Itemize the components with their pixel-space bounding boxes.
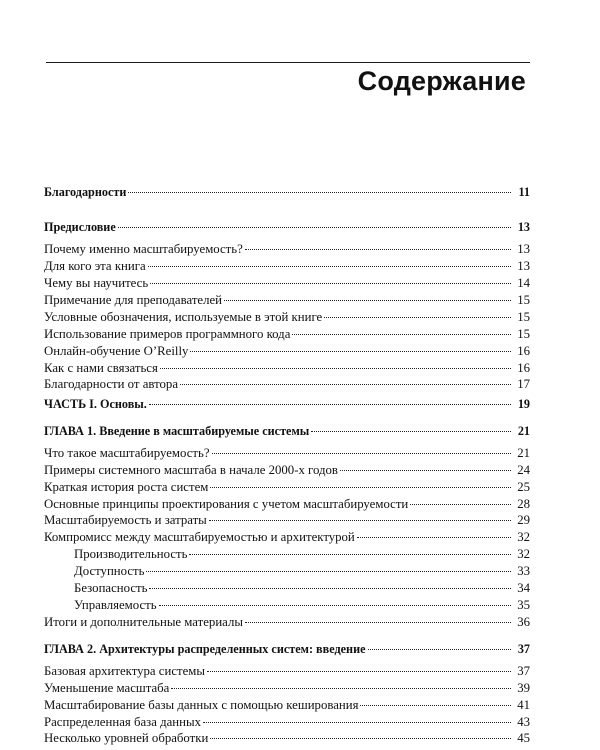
- toc-page-number: 15: [517, 293, 530, 307]
- toc-entry-title: Примеры системного масштаба в начале 2000-х годов: [44, 463, 338, 477]
- dot-leader: [245, 622, 511, 623]
- dot-leader: [128, 192, 511, 193]
- toc-entry-title: Онлайн-обучение O’Reilly: [44, 344, 189, 358]
- toc-entry-title: Что такое масштабируемость?: [44, 446, 210, 460]
- toc-page-number: 32: [517, 530, 530, 544]
- dot-leader: [210, 738, 511, 739]
- toc-entry-title: Доступность: [74, 564, 145, 578]
- dot-leader: [224, 300, 511, 301]
- toc-section-entry: [44, 641, 530, 657]
- dot-leader: [360, 705, 511, 706]
- toc-entry-title: Для кого эта книга: [44, 259, 146, 273]
- toc-page-number: 21: [517, 424, 530, 438]
- toc-page-number: 13: [517, 259, 530, 273]
- dot-leader: [311, 431, 511, 432]
- toc-page-number: 21: [517, 446, 530, 460]
- page-title: Содержание: [357, 66, 526, 96]
- toc-page-number: 32: [517, 547, 530, 561]
- dot-leader: [410, 504, 511, 505]
- dot-leader: [180, 384, 511, 385]
- toc-entry: [44, 496, 530, 512]
- dot-leader: [210, 487, 511, 488]
- toc-entry-title: Итоги и дополнительные материалы: [44, 615, 243, 629]
- toc-entry: [44, 697, 530, 713]
- toc-subentry: [44, 597, 530, 613]
- toc-page-number: 37: [517, 642, 530, 656]
- toc-entry-title: ГЛАВА 1. Введение в масштабируемые системы: [44, 424, 310, 438]
- toc-page-number: 34: [517, 581, 530, 595]
- dot-leader: [189, 554, 511, 555]
- toc-entry-title: Основные принципы проектирования с учетом масштабируемости: [44, 497, 409, 511]
- toc-subentry: [44, 546, 530, 562]
- toc-entry-title: Как с нами связаться: [44, 361, 158, 375]
- toc-section-entry: [44, 219, 530, 235]
- toc-entry-title: Масштабирование базы данных с помощью кеширования: [44, 698, 359, 712]
- toc-entry-title: ЧАСТЬ I. Основы.: [44, 397, 147, 411]
- toc-page-number: 37: [517, 664, 530, 678]
- dot-leader: [212, 453, 511, 454]
- toc-entry-title: Производительность: [74, 547, 188, 561]
- dot-leader: [245, 249, 511, 250]
- toc-page-number: 24: [517, 463, 530, 477]
- table-of-contents: [44, 0, 530, 750]
- toc-page-number: 41: [517, 698, 530, 712]
- toc-entry-title: Краткая история роста систем: [44, 480, 209, 494]
- dot-leader: [148, 266, 511, 267]
- dot-leader: [203, 722, 511, 723]
- dot-leader: [150, 283, 511, 284]
- dot-leader: [190, 351, 511, 352]
- toc-entry-title: ГЛАВА 2. Архитектуры распределенных систем: введение: [44, 642, 366, 656]
- toc-entry-title: Базовая архитектура системы: [44, 664, 205, 678]
- toc-entry: [44, 462, 530, 478]
- toc-page-number: 11: [518, 185, 530, 199]
- dot-leader: [292, 334, 511, 335]
- dot-leader: [368, 649, 511, 650]
- toc-entry: [44, 241, 530, 257]
- toc-entry-title: Благодарности: [44, 185, 127, 199]
- toc-entry-title: Безопасность: [74, 581, 148, 595]
- toc-page-number: 25: [517, 480, 530, 494]
- toc-entry-title: Условные обозначения, используемые в этой книге: [44, 310, 323, 324]
- toc-entry: [44, 360, 530, 376]
- toc-entry-title: Распределенная база данных: [44, 715, 201, 729]
- toc-entry: [44, 275, 530, 291]
- toc-entry-title: Почему именно масштабируемость?: [44, 242, 243, 256]
- toc-subentry: [44, 580, 530, 596]
- toc-section-entry: [44, 396, 530, 412]
- toc-entry-title: Компромисс между масштабируемостью и архитектурой: [44, 530, 355, 544]
- toc-page-number: 16: [517, 361, 530, 375]
- toc-entry: [44, 258, 530, 274]
- dot-leader: [118, 227, 511, 228]
- toc-entry: [44, 292, 530, 308]
- dot-leader: [209, 520, 511, 521]
- toc-entry: [44, 730, 530, 746]
- toc-entry: [44, 445, 530, 461]
- toc-page-number: 15: [517, 327, 530, 341]
- toc-entry-title: Использование примеров программного кода: [44, 327, 291, 341]
- toc-entry-title: Чему вы научитесь: [44, 276, 149, 290]
- toc-entry: [44, 343, 530, 359]
- toc-section-entry: [44, 184, 530, 200]
- toc-entry-title: Управляемость: [74, 598, 157, 612]
- toc-page-number: 45: [517, 731, 530, 745]
- dot-leader: [149, 588, 511, 589]
- dot-leader: [171, 688, 511, 689]
- toc-page-number: 29: [517, 513, 530, 527]
- toc-page-number: 33: [517, 564, 530, 578]
- toc-entry: [44, 309, 530, 325]
- toc-subentry: [44, 563, 530, 579]
- toc-entry: [44, 714, 530, 730]
- toc-page-number: 43: [517, 715, 530, 729]
- toc-page-number: 13: [517, 242, 530, 256]
- dot-leader: [340, 470, 511, 471]
- toc-section-entry: [44, 423, 530, 439]
- dot-leader: [324, 317, 511, 318]
- toc-entry: [44, 614, 530, 630]
- toc-page-number: 13: [517, 220, 530, 234]
- toc-entry: [44, 680, 530, 696]
- dot-leader: [146, 571, 511, 572]
- dot-leader: [207, 671, 511, 672]
- toc-page-number: 14: [517, 276, 530, 290]
- dot-leader: [149, 404, 511, 405]
- toc-page-number: 35: [517, 598, 530, 612]
- toc-entry-title: Примечание для преподавателей: [44, 293, 223, 307]
- toc-entry: [44, 376, 530, 392]
- toc-page-number: 36: [517, 615, 530, 629]
- toc-entry: [44, 479, 530, 495]
- dot-leader: [160, 368, 511, 369]
- toc-entry: [44, 326, 530, 342]
- toc-entry-title: Предисловие: [44, 220, 116, 234]
- toc-page-number: 28: [517, 497, 530, 511]
- toc-entry: [44, 529, 530, 545]
- dot-leader: [357, 537, 511, 538]
- toc-entry-title: Уменьшение масштаба: [44, 681, 170, 695]
- dot-leader: [159, 605, 511, 606]
- toc-page-number: 19: [517, 397, 530, 411]
- toc-entry-title: Несколько уровней обработки: [44, 731, 209, 745]
- toc-page-number: 15: [517, 310, 530, 324]
- toc-entry-title: Благодарности от автора: [44, 377, 179, 391]
- toc-page-number: 39: [517, 681, 530, 695]
- toc-entry: [44, 512, 530, 528]
- toc-page-number: 16: [517, 344, 530, 358]
- toc-entry-title: Масштабируемость и затраты: [44, 513, 207, 527]
- toc-entry: [44, 663, 530, 679]
- toc-page-number: 17: [517, 377, 530, 391]
